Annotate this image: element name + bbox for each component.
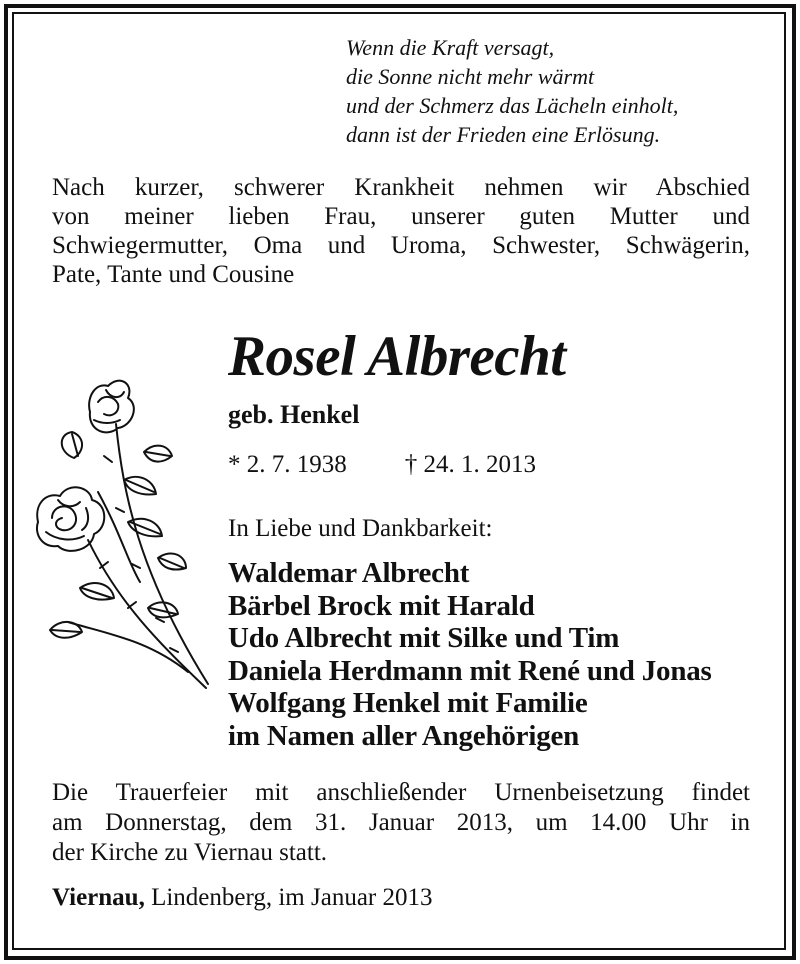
mourner-entry: Bärbel Brock mit Harald <box>228 589 535 622</box>
closing-place: Viernau, <box>52 884 145 911</box>
intro-line: Pate, Tante und Cousine <box>52 261 295 288</box>
funeral-line: der Kirche zu Viernau statt. <box>52 839 328 866</box>
closing-rest: Lindenberg, im Januar 2013 <box>144 884 433 911</box>
poem-line: dann ist der Frieden eine Erlösung. <box>346 122 661 147</box>
mourner-entry: Daniela Herdmann mit René und Jonas <box>228 654 712 687</box>
life-dates <box>228 450 536 480</box>
mourners-list <box>228 557 712 752</box>
birth-date: * 2. 7. 1938 <box>228 451 347 478</box>
poem-line: Wenn die Kraft versagt, <box>346 35 555 60</box>
intro-line: von meiner lieben Frau, unserer guten Mutter und <box>52 203 750 230</box>
deceased-name: Rosel Albrecht <box>228 325 566 388</box>
funeral-line: am Donnerstag, dem 31. Januar 2013, um 14.00 Uhr in <box>52 809 750 836</box>
thanks-line: In Liebe und Dankbarkeit: <box>228 515 493 542</box>
funeral-line: Die Trauerfeier mit anschließender Urnenbeisetzung findet <box>52 779 750 806</box>
mourner-entry: im Namen aller Angehörigen <box>228 719 580 752</box>
rose-illustration-icon <box>28 372 218 702</box>
poem-line: und der Schmerz das Lächeln einholt, <box>346 93 679 118</box>
mourner-entry: Wolfgang Henkel mit Familie <box>228 687 588 719</box>
mourner-entry: Udo Albrecht mit Silke und Tim <box>228 622 620 654</box>
death-date: † 24. 1. 2013 <box>404 451 536 478</box>
maiden-name: geb. Henkel <box>228 400 360 429</box>
poem-line: die Sonne nicht mehr wärmt <box>346 64 595 89</box>
intro-line: Nach kurzer, schwerer Krankheit nehmen wir Abschied <box>52 174 750 201</box>
intro-paragraph <box>52 173 750 289</box>
mourner-entry: Waldemar Albrecht <box>228 557 470 589</box>
funeral-notice <box>52 778 750 868</box>
closing-line <box>52 883 433 913</box>
poem <box>346 33 766 149</box>
intro-line: Schwiegermutter, Oma und Uroma, Schwester, Schwägerin, <box>52 232 750 259</box>
